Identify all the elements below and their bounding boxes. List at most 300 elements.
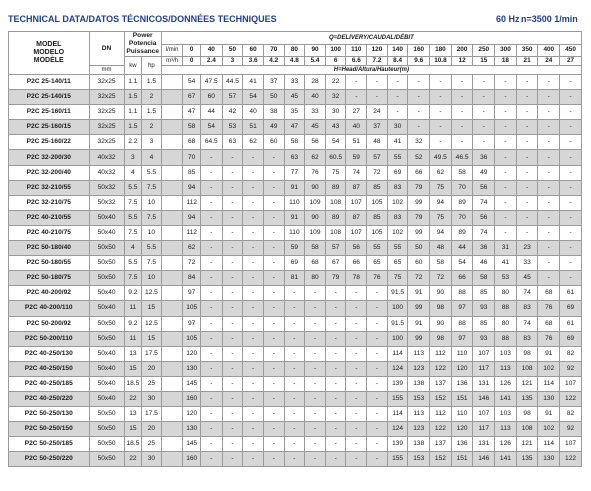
head-cell: - <box>200 286 222 301</box>
head-cell: 92 <box>560 361 582 376</box>
table-title: TECHNICAL DATA/DATOS TÉCNICOS/DONNÉES TECHNIQUES <box>8 14 277 24</box>
head-cell: - <box>243 241 264 256</box>
head-cell: - <box>222 165 243 180</box>
head-cell: 69 <box>387 165 408 180</box>
head-cell: - <box>325 316 346 331</box>
head-cell: 92 <box>560 422 582 437</box>
head-cell: - <box>538 271 560 286</box>
head-cell: 85 <box>367 180 388 195</box>
head-cell: 93 <box>473 301 495 316</box>
head-cell: 117 <box>473 422 495 437</box>
head-cell: 107 <box>346 225 367 240</box>
hp-cell: 17.5 <box>142 407 162 422</box>
flow-lmin-header: 300 <box>495 44 517 57</box>
head-cell: 105 <box>183 331 201 346</box>
head-cell: - <box>200 180 222 195</box>
table-row <box>9 286 582 301</box>
head-cell: 60.5 <box>325 150 346 165</box>
head-cell: 152 <box>430 391 452 406</box>
head-cell: - <box>538 256 560 271</box>
head-cell: - <box>538 165 560 180</box>
head-cell: 30 <box>325 105 346 120</box>
head-cell: - <box>538 105 560 120</box>
hp-cell: 2 <box>142 120 162 135</box>
model-header-en: MODEL <box>36 41 62 48</box>
head-cell: - <box>516 105 538 120</box>
head-cell: 88 <box>495 331 517 346</box>
head-cell: 76 <box>305 165 326 180</box>
head-cell: - <box>200 391 222 406</box>
dn-cell: 50x50 <box>89 271 124 286</box>
model-header-es: MODELO <box>33 49 65 56</box>
head-cell: 82 <box>560 407 582 422</box>
head-cell: - <box>200 301 222 316</box>
head-cell: - <box>222 422 243 437</box>
head-cell: - <box>222 150 243 165</box>
head-cell: - <box>367 407 388 422</box>
head-cell: 97 <box>451 331 473 346</box>
model-cell: P2C 25-140/15 <box>9 90 90 105</box>
head-cell: - <box>243 346 264 361</box>
head-cell: - <box>560 90 582 105</box>
head-cell: - <box>430 90 452 105</box>
head-cell: 94 <box>430 195 452 210</box>
kw-cell: 13 <box>124 346 142 361</box>
head-cell: - <box>408 75 430 90</box>
dn-cell: 50x50 <box>89 437 124 452</box>
flow-lmin-header: 160 <box>408 44 430 57</box>
head-cell: - <box>367 361 388 376</box>
head-cell: 72 <box>430 271 452 286</box>
head-cell: 122 <box>560 452 582 467</box>
head-cell: - <box>346 286 367 301</box>
head-cell: - <box>263 437 284 452</box>
head-cell: 57 <box>367 150 388 165</box>
head-cell: 40 <box>243 105 264 120</box>
kw-cell: 11 <box>124 301 142 316</box>
head-cell: 45 <box>516 271 538 286</box>
head-cell: 89 <box>325 210 346 225</box>
head-cell: 135 <box>516 452 538 467</box>
kw-cell: 1.5 <box>124 120 142 135</box>
head-cell: 160 <box>183 391 201 406</box>
delivery-header: Q=DELIVERY/CAUDAL/DÉBIT <box>161 32 581 45</box>
head-cell: 79 <box>325 271 346 286</box>
head-cell: - <box>200 331 222 346</box>
flow-lmin-header: 400 <box>538 44 560 57</box>
head-cell: 98 <box>516 407 538 422</box>
head-cell: - <box>284 346 305 361</box>
head-cell: - <box>495 90 517 105</box>
head-cell: - <box>473 75 495 90</box>
head-cell: - <box>305 376 326 391</box>
head-cell: 76 <box>367 271 388 286</box>
flow-lmin-header: 80 <box>284 44 305 57</box>
head-cell: 49 <box>263 120 284 135</box>
head-cell: - <box>346 75 367 90</box>
spacer-cell <box>161 407 183 422</box>
head-cell: - <box>346 301 367 316</box>
kw-cell: 7.5 <box>124 195 142 210</box>
page-header <box>8 14 583 28</box>
head-cell: - <box>560 180 582 195</box>
head-cell: - <box>263 256 284 271</box>
head-cell: - <box>516 120 538 135</box>
spacer-cell <box>161 105 183 120</box>
head-cell: - <box>516 210 538 225</box>
head-cell: - <box>263 316 284 331</box>
head-cell: - <box>222 301 243 316</box>
head-cell: 91 <box>408 286 430 301</box>
head-cell: 145 <box>183 437 201 452</box>
head-cell: - <box>305 437 326 452</box>
head-cell: - <box>263 346 284 361</box>
dn-cell: 50x40 <box>89 391 124 406</box>
head-cell: 77 <box>284 165 305 180</box>
head-cell: 22 <box>325 75 346 90</box>
head-cell: - <box>284 422 305 437</box>
model-header-fr: MODÈLE <box>33 57 64 64</box>
speed-label: n=3500 1/min <box>521 14 578 24</box>
head-cell: - <box>325 376 346 391</box>
head-cell: - <box>243 331 264 346</box>
dn-cell: 50x50 <box>89 256 124 271</box>
head-cell: 84 <box>183 271 201 286</box>
head-cell: 65 <box>387 256 408 271</box>
head-cell: 45 <box>284 90 305 105</box>
kw-cell: 7.5 <box>124 225 142 240</box>
head-cell: 112 <box>183 195 201 210</box>
head-cell: - <box>305 391 326 406</box>
head-cell: 103 <box>495 407 517 422</box>
head-cell: 102 <box>538 361 560 376</box>
head-cell: - <box>263 241 284 256</box>
head-cell: - <box>538 120 560 135</box>
model-cell: P2C 50-180/55 <box>9 256 90 271</box>
head-cell: - <box>516 90 538 105</box>
head-cell: - <box>200 422 222 437</box>
head-cell: - <box>325 361 346 376</box>
head-cell: 99 <box>408 225 430 240</box>
head-cell: - <box>367 452 388 467</box>
head-cell: - <box>560 256 582 271</box>
head-cell: 91 <box>408 316 430 331</box>
head-cell: 41 <box>243 75 264 90</box>
head-cell: 114 <box>387 407 408 422</box>
head-cell: 66 <box>451 271 473 286</box>
kw-cell: 15 <box>124 422 142 437</box>
hp-cell: 10 <box>142 195 162 210</box>
head-cell: 74 <box>516 316 538 331</box>
dn-cell: 50x40 <box>89 286 124 301</box>
head-cell: 88 <box>451 316 473 331</box>
hp-cell: 7.5 <box>142 256 162 271</box>
head-cell: 48 <box>367 135 388 150</box>
head-cell: 56 <box>346 241 367 256</box>
head-cell: - <box>263 361 284 376</box>
flow-m3h-header: 3 <box>222 57 243 66</box>
head-cell: - <box>560 210 582 225</box>
flow-m3h-header: 9.6 <box>408 57 430 66</box>
head-cell: - <box>495 225 517 240</box>
head-cell: 87 <box>346 180 367 195</box>
dn-cell: 32x25 <box>89 120 124 135</box>
head-cell: 139 <box>387 437 408 452</box>
head-cell: - <box>538 241 560 256</box>
head-cell: - <box>200 210 222 225</box>
head-cell: 66 <box>346 256 367 271</box>
model-cell: P2C 40-200/92 <box>9 286 90 301</box>
head-cell: 89 <box>451 225 473 240</box>
model-cell: P2C 25-160/15 <box>9 120 90 135</box>
head-cell: 130 <box>538 452 560 467</box>
head-cell: 55 <box>367 241 388 256</box>
kw-cell: 5.5 <box>124 180 142 195</box>
head-cell: - <box>451 75 473 90</box>
dn-unit: mm <box>89 66 124 75</box>
head-cell: - <box>222 271 243 286</box>
head-cell: - <box>538 135 560 150</box>
head-cell: 27 <box>346 105 367 120</box>
dn-cell: 50x50 <box>89 422 124 437</box>
head-cell: 58 <box>430 256 452 271</box>
flow-lmin-header: 450 <box>560 44 582 57</box>
power-header-es: Potencia <box>128 40 157 47</box>
dn-cell: 50x40 <box>89 361 124 376</box>
head-cell: 31 <box>495 241 517 256</box>
head-cell: 58 <box>284 135 305 150</box>
table-row <box>9 391 582 406</box>
table-row <box>9 361 582 376</box>
head-cell: - <box>222 346 243 361</box>
model-cell: P2C 32-200/30 <box>9 150 90 165</box>
head-cell: 50 <box>408 241 430 256</box>
head-cell: 79 <box>408 210 430 225</box>
head-cell: 89 <box>325 180 346 195</box>
flow-m3h-header: 27 <box>560 57 582 66</box>
kw-cell: 9.2 <box>124 286 142 301</box>
head-cell: - <box>560 135 582 150</box>
flow-m3h-header: 24 <box>538 57 560 66</box>
flow-m3h-header: 7.2 <box>367 57 388 66</box>
head-cell: 130 <box>183 422 201 437</box>
head-cell: 75 <box>387 271 408 286</box>
kw-cell: 5.5 <box>124 210 142 225</box>
table-row <box>9 452 582 467</box>
head-cell: 70 <box>183 150 201 165</box>
head-cell: 54 <box>325 135 346 150</box>
hp-cell: 15 <box>142 301 162 316</box>
head-cell: 141 <box>495 391 517 406</box>
head-cell: - <box>560 271 582 286</box>
flow-m3h-header: 5.4 <box>305 57 326 66</box>
head-cell: - <box>222 180 243 195</box>
flow-lmin-header: 120 <box>367 44 388 57</box>
head-cell: 90 <box>430 286 452 301</box>
head-cell: - <box>367 331 388 346</box>
head-cell: - <box>516 225 538 240</box>
kw-cell: 3 <box>124 150 142 165</box>
head-cell: - <box>263 301 284 316</box>
head-cell: 107 <box>560 437 582 452</box>
head-cell: - <box>346 452 367 467</box>
head-cell: - <box>346 361 367 376</box>
head-cell: - <box>200 271 222 286</box>
head-cell: 74 <box>473 195 495 210</box>
hp-cell: 7.5 <box>142 210 162 225</box>
head-cell: 97 <box>451 301 473 316</box>
flow-m3h-header: 10.8 <box>430 57 452 66</box>
head-cell: - <box>305 331 326 346</box>
head-cell: 105 <box>367 195 388 210</box>
head-cell: 33 <box>305 105 326 120</box>
spacer-cell <box>161 241 183 256</box>
head-cell: - <box>243 361 264 376</box>
head-cell: - <box>284 301 305 316</box>
head-cell: - <box>243 286 264 301</box>
head-cell: 137 <box>430 376 452 391</box>
head-cell: 123 <box>408 361 430 376</box>
head-cell: - <box>560 225 582 240</box>
model-cell: P2C 40-200/110 <box>9 301 90 316</box>
head-cell: 28 <box>305 75 326 90</box>
head-cell: 36 <box>473 241 495 256</box>
head-cell: - <box>284 376 305 391</box>
head-cell: - <box>367 437 388 452</box>
head-cell: 122 <box>430 361 452 376</box>
head-cell: - <box>538 150 560 165</box>
head-cell: - <box>325 422 346 437</box>
flow-lmin-header: 90 <box>305 44 326 57</box>
head-cell: - <box>263 210 284 225</box>
head-cell: 99 <box>408 301 430 316</box>
head-cell: 63 <box>284 150 305 165</box>
head-cell: 80 <box>495 286 517 301</box>
model-cell: P2C 32-210/75 <box>9 195 90 210</box>
flow-m3h-header: 8.4 <box>387 57 408 66</box>
flow-m3h-header: 15 <box>473 57 495 66</box>
head-cell: 54 <box>183 75 201 90</box>
head-cell: 57 <box>222 90 243 105</box>
flow-lmin-header: 350 <box>516 44 538 57</box>
head-cell: 60 <box>408 256 430 271</box>
head-cell: 91 <box>538 407 560 422</box>
flow-lmin-header: 0 <box>183 44 201 57</box>
head-cell: 113 <box>495 361 517 376</box>
hp-cell: 5.5 <box>142 165 162 180</box>
table-row <box>9 195 582 210</box>
model-cell: P2C 50-250/150 <box>9 422 90 437</box>
head-cell: 79 <box>408 180 430 195</box>
dn-cell: 32x25 <box>89 105 124 120</box>
head-cell: - <box>305 316 326 331</box>
head-cell: 58 <box>473 271 495 286</box>
head-cell: 75 <box>325 165 346 180</box>
head-cell: - <box>263 422 284 437</box>
head-cell: - <box>263 407 284 422</box>
kw-cell: 18.5 <box>124 437 142 452</box>
dn-cell: 50x50 <box>89 331 124 346</box>
head-cell: - <box>346 316 367 331</box>
head-cell: 83 <box>387 180 408 195</box>
head-cell: 120 <box>183 407 201 422</box>
head-cell: 56 <box>473 180 495 195</box>
m3h-unit: m³/h <box>161 57 183 66</box>
dn-cell: 32x25 <box>89 75 124 90</box>
head-cell: - <box>408 105 430 120</box>
flow-m3h-header: 6.6 <box>346 57 367 66</box>
head-cell: - <box>200 256 222 271</box>
flow-lmin-header: 100 <box>325 44 346 57</box>
table-row <box>9 422 582 437</box>
head-cell: - <box>222 195 243 210</box>
head-cell: - <box>560 241 582 256</box>
spacer-cell <box>161 391 183 406</box>
head-cell: 40 <box>305 90 326 105</box>
head-cell: 56 <box>305 135 326 150</box>
head-cell: 68 <box>538 286 560 301</box>
frequency-label: 60 Hz <box>496 14 520 24</box>
head-cell: 102 <box>387 225 408 240</box>
head-cell: 85 <box>473 286 495 301</box>
head-cell: - <box>200 165 222 180</box>
head-cell: - <box>200 241 222 256</box>
table-row <box>9 256 582 271</box>
head-cell: 112 <box>430 346 452 361</box>
head-cell: 74 <box>346 165 367 180</box>
head-cell: - <box>284 391 305 406</box>
head-cell: 90 <box>305 210 326 225</box>
flow-m3h-header: 4.8 <box>284 57 305 66</box>
kw-cell: 1.5 <box>124 90 142 105</box>
head-cell: 69 <box>560 331 582 346</box>
head-cell: - <box>451 105 473 120</box>
head-cell: 120 <box>183 346 201 361</box>
head-cell: 76 <box>538 331 560 346</box>
head-cell: 53 <box>222 120 243 135</box>
head-cell: - <box>367 391 388 406</box>
flow-m3h-header: 0 <box>183 57 201 66</box>
head-cell: 151 <box>451 452 473 467</box>
head-cell: - <box>516 195 538 210</box>
head-cell: 52 <box>408 150 430 165</box>
head-cell: 94 <box>183 210 201 225</box>
hp-cell: 30 <box>142 391 162 406</box>
head-cell: 109 <box>305 225 326 240</box>
table-row <box>9 271 582 286</box>
kw-cell: 11 <box>124 331 142 346</box>
flow-lmin-header: 200 <box>451 44 473 57</box>
head-cell: 72 <box>367 165 388 180</box>
head-cell: 108 <box>325 195 346 210</box>
head-cell: 83 <box>387 210 408 225</box>
table-row <box>9 316 582 331</box>
head-cell: 85 <box>367 210 388 225</box>
spacer-cell <box>161 286 183 301</box>
head-cell: - <box>200 195 222 210</box>
head-cell: 87 <box>346 210 367 225</box>
head-cell: 61 <box>560 316 582 331</box>
head-cell: 102 <box>387 195 408 210</box>
head-cell: 121 <box>516 376 538 391</box>
spacer-cell <box>161 376 183 391</box>
head-cell: - <box>367 376 388 391</box>
head-cell: 44.5 <box>222 75 243 90</box>
head-cell: - <box>451 120 473 135</box>
hp-cell: 30 <box>142 452 162 467</box>
head-cell: 54 <box>200 120 222 135</box>
table-row <box>9 165 582 180</box>
